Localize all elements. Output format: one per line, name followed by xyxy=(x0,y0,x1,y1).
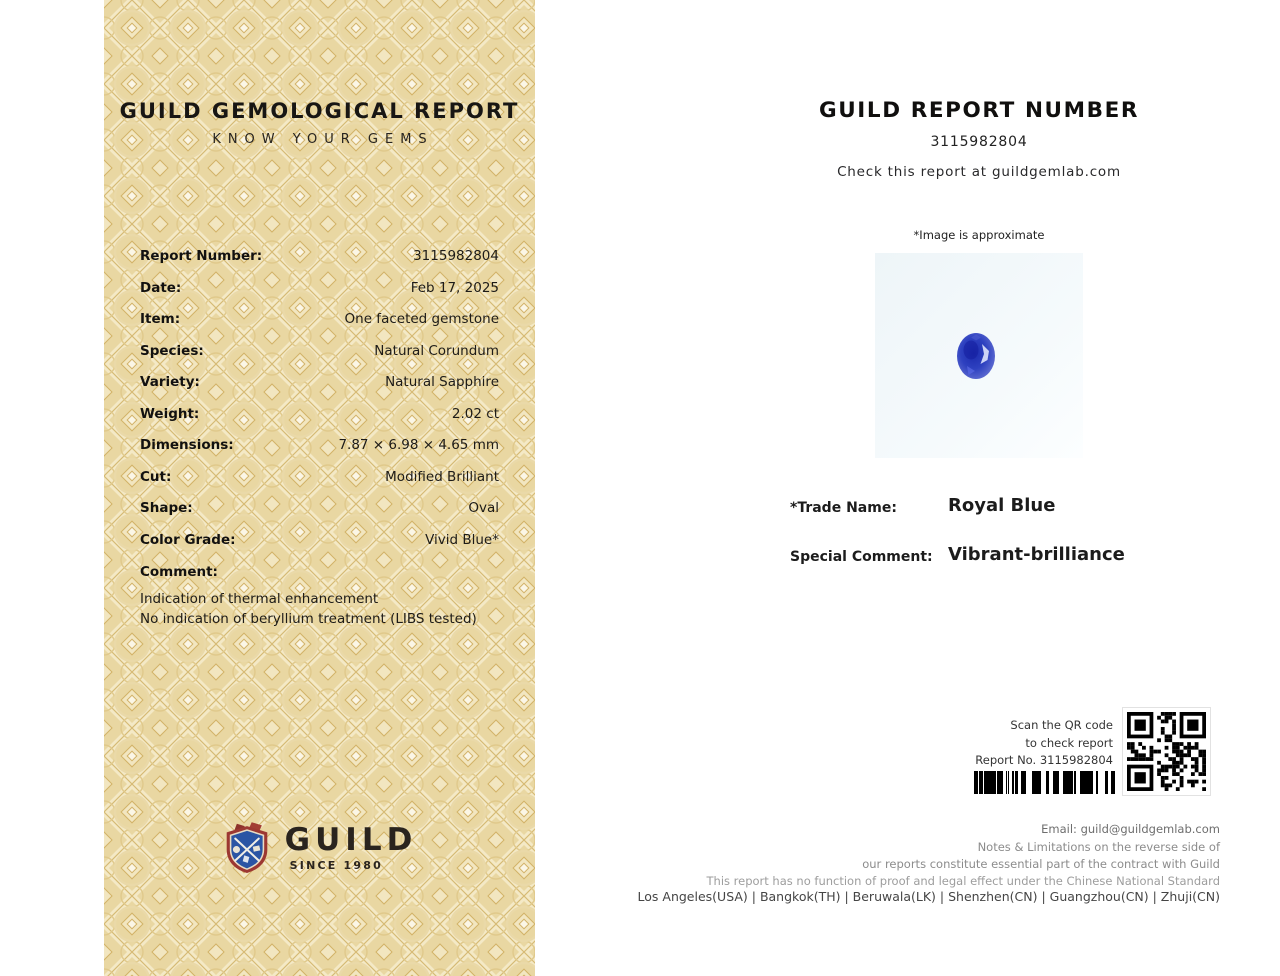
field-value: One faceted gemstone xyxy=(344,311,499,327)
comment-line: Indication of thermal enhancement xyxy=(140,591,379,607)
qr-caption xyxy=(975,717,1113,770)
trade-name-label: *Trade Name: xyxy=(790,500,897,516)
comment-line: No indication of beryllium treatment (LIBS tested) xyxy=(140,611,477,627)
field-value: Modified Brilliant xyxy=(385,468,499,485)
field-row-item xyxy=(140,312,499,326)
field-value: Feb 17, 2025 xyxy=(410,279,499,296)
field-row-dimensions xyxy=(140,438,499,452)
special-comment-label: Special Comment: xyxy=(790,549,933,565)
field-label: Item: xyxy=(140,311,181,327)
qr-code xyxy=(1122,707,1211,796)
field-label: Shape: xyxy=(140,500,193,516)
footer-disclaimer: This report has no function of proof and legal effect under the Chinese National Standard xyxy=(706,874,1220,888)
field-label: Dimensions: xyxy=(140,437,234,453)
field-value: Natural Corundum xyxy=(374,342,499,359)
footer-notes-line2: our reports constitute essential part of the contract with Guild xyxy=(862,857,1220,871)
comment-label: Comment: xyxy=(140,564,218,580)
field-value: 7.87 × 6.98 × 4.65 mm xyxy=(338,437,499,453)
field-value: 3115982804 xyxy=(413,248,499,264)
guild-logo xyxy=(104,819,535,877)
field-label: Date: xyxy=(140,279,182,296)
field-row-shape xyxy=(140,501,499,515)
field-row-weight xyxy=(140,407,499,421)
field-row-report-number xyxy=(140,249,499,263)
qr-caption-line: Report No. 3115982804 xyxy=(975,753,1113,767)
gemstone-photo xyxy=(875,253,1083,458)
field-value: 2.02 ct xyxy=(451,405,499,422)
report-info-panel xyxy=(535,0,1280,976)
check-report-line: Check this report at guildgemlab.com xyxy=(837,164,1121,180)
comment-text xyxy=(140,589,499,629)
certificate-title: GUILD GEMOLOGICAL REPORT xyxy=(119,99,520,123)
field-row-cut xyxy=(140,470,499,484)
field-row-date xyxy=(140,281,499,295)
field-row-species xyxy=(140,344,499,358)
field-label: Weight: xyxy=(140,405,200,422)
qr-caption-line: to check report xyxy=(1025,735,1113,750)
guild-logo-name: GUILD xyxy=(284,821,418,858)
report-number-value: 3115982804 xyxy=(930,134,1028,150)
report-number-title: GUILD REPORT NUMBER xyxy=(818,98,1140,123)
field-row-variety xyxy=(140,375,499,389)
qr-caption-line: Scan the QR code xyxy=(1010,718,1113,732)
footer-email: Email: guild@guildgemlab.com xyxy=(1041,822,1220,836)
field-value: Oval xyxy=(468,500,499,516)
field-value: Natural Sapphire xyxy=(385,374,499,390)
guild-logo-text xyxy=(284,821,418,872)
field-value: Vivid Blue* xyxy=(425,531,499,548)
report-fields xyxy=(140,249,499,629)
field-label: Variety: xyxy=(140,374,200,390)
field-label: Cut: xyxy=(140,468,172,485)
certificate-panel xyxy=(104,0,535,976)
field-label: Report Number: xyxy=(140,248,263,264)
field-row-color-grade xyxy=(140,533,499,547)
footer-locations: Los Angeles(USA) | Bangkok(TH) | Beruwala(LK) | Shenzhen(CN) | Guangzhou(CN) | Zhuji(CN) xyxy=(637,889,1220,904)
guild-logo-tagline: SINCE 1980 xyxy=(289,858,383,872)
field-label: Species: xyxy=(140,342,204,359)
guild-shield-icon xyxy=(222,819,272,877)
image-approximate-note: *Image is approximate xyxy=(913,228,1045,242)
special-comment-value: Vibrant-brilliance xyxy=(948,544,1125,565)
certificate-subtitle: KNOW YOUR GEMS xyxy=(212,132,434,147)
barcode xyxy=(974,771,1115,794)
trade-name-value: Royal Blue xyxy=(948,495,1056,516)
footer-notes-line1: Notes & Limitations on the reverse side of xyxy=(977,840,1220,854)
field-label: Color Grade: xyxy=(140,531,236,548)
